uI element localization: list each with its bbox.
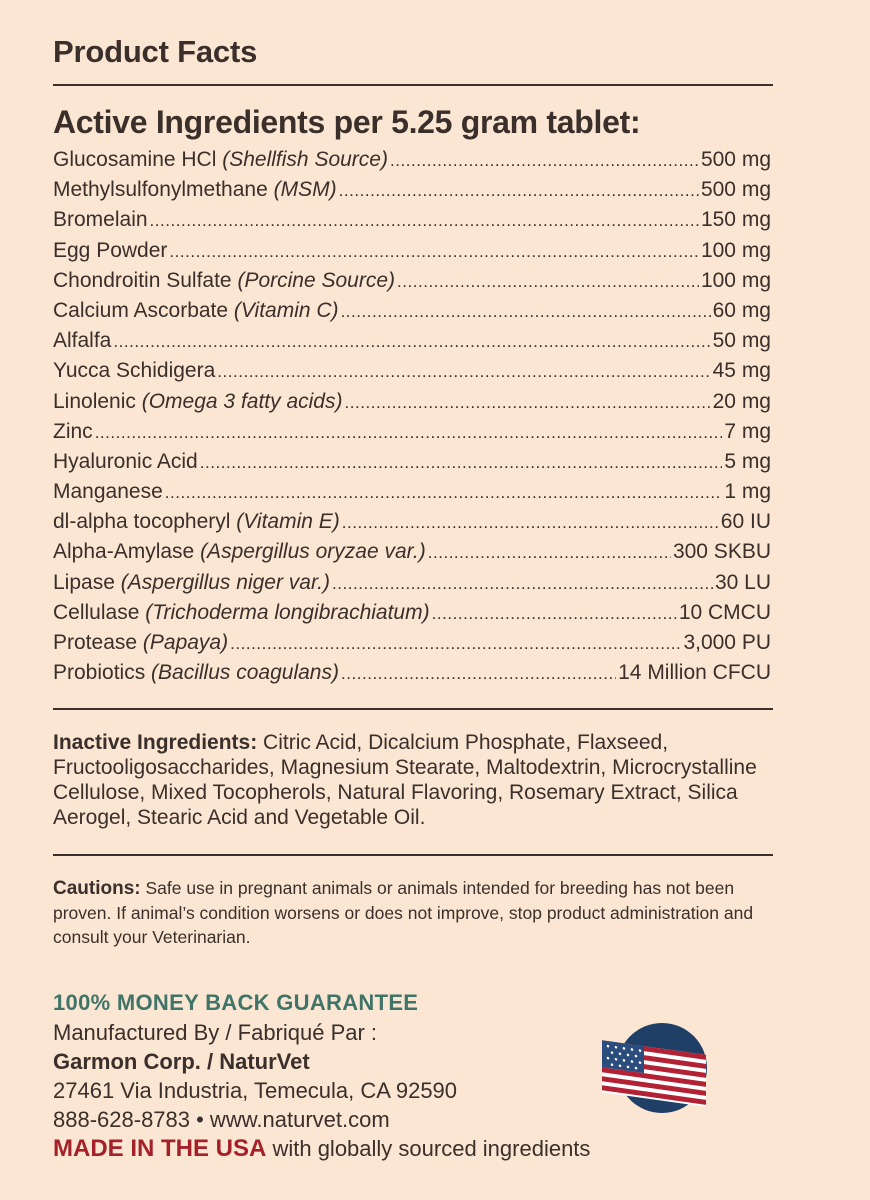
- ingredient-name-text: Protease: [53, 631, 143, 654]
- dot-leader: [341, 296, 711, 327]
- dot-leader: [344, 387, 710, 418]
- ingredient-name-text: Glucosamine HCl: [53, 148, 223, 171]
- dot-leader: [428, 537, 671, 568]
- cautions-label: Cautions:: [53, 878, 141, 899]
- ingredient-name-text: Calcium Ascorbate: [53, 298, 234, 322]
- ingredient-name-text: Chondroitin Sulfate: [53, 268, 238, 292]
- address: 27461 Via Industria, Temecula, CA 92590: [53, 1078, 458, 1103]
- ingredient-amount: 3,000 PU: [683, 631, 771, 654]
- ingredient-name-text: Probiotics: [53, 661, 152, 685]
- dot-leader: [95, 417, 723, 448]
- ingredient-name-text: Lipase: [53, 570, 121, 594]
- ingredient-name: [53, 266, 395, 296]
- ingredient-row: [53, 266, 771, 296]
- ingredient-name: [53, 537, 426, 567]
- ingredient-name: [53, 205, 148, 235]
- ingredient-note: (Aspergillus niger var.): [120, 570, 331, 594]
- dot-leader: [169, 236, 699, 267]
- dot-leader: [332, 568, 713, 599]
- us-flag-icon: [600, 1022, 712, 1114]
- ingredient-note: (Omega 3 fatty acids): [141, 389, 343, 413]
- inactive-text: Citric Acid, Dicalcium Phosphate, Flaxseed, Fructooligosaccharides, Magnesium Stearate, Maltodextrin, Microcrystalline Cellulose, Mixed Tocopherols, Natural Flavoring, Rosemary Extract, Silica Aerogel, Stearic Acid and Vegetable Oil.: [53, 731, 757, 829]
- ingredient-note: (Porcine Source): [237, 268, 396, 292]
- ingredient-row: [53, 447, 771, 477]
- ingredient-note: (Vitamin E): [236, 510, 340, 534]
- page-title: Product Facts: [53, 34, 258, 69]
- ingredient-name-text: Cellulase: [53, 600, 146, 624]
- ingredient-name-text: Zinc: [53, 419, 93, 443]
- ingredient-name: [53, 658, 339, 688]
- ingredient-row: [53, 598, 771, 628]
- ingredient-note: (Bacillus coagulans): [151, 661, 339, 685]
- ingredient-row: [53, 296, 771, 326]
- made-in-usa-text: with globally sourced ingredients: [266, 1136, 591, 1161]
- active-ingredients-heading: Active Ingredients per 5.25 gram tablet:: [53, 104, 641, 140]
- ingredient-note: (MSM): [273, 178, 337, 202]
- manufactured-by: Manufactured By / Fabriqué Par :: [53, 1020, 378, 1045]
- ingredient-row: [53, 326, 771, 356]
- ingredient-row: [53, 537, 771, 567]
- ingredient-name: [53, 175, 337, 205]
- ingredient-amount: 14 Million CFCU: [618, 661, 771, 685]
- divider: [53, 84, 773, 86]
- ingredient-name-text: Yucca Schidigera: [53, 359, 216, 383]
- ingredient-row: [53, 356, 771, 386]
- ingredient-amount: 60 IU: [720, 510, 771, 534]
- ingredient-name: [53, 145, 388, 175]
- ingredient-name: [53, 387, 342, 417]
- ingredient-name-text: Alfalfa: [53, 329, 112, 353]
- dot-leader: [397, 266, 699, 297]
- ingredient-name-text: Manganese: [53, 480, 163, 504]
- ingredient-amount: 30 LU: [714, 570, 771, 594]
- made-in-usa: [53, 1134, 773, 1164]
- dot-leader: [200, 447, 723, 478]
- contact-info: 888-628-8783 • www.naturvet.com: [53, 1107, 390, 1132]
- ingredient-name: [53, 628, 228, 658]
- dot-leader: [390, 145, 699, 176]
- ingredient-row: [53, 236, 771, 266]
- ingredient-amount: 150 mg: [700, 208, 771, 232]
- ingredient-note: (Vitamin C): [233, 298, 339, 322]
- ingredient-amount: 100 mg: [700, 268, 771, 292]
- ingredient-row: [53, 387, 771, 417]
- ingredient-row: [53, 175, 771, 205]
- ingredient-name: [53, 477, 163, 507]
- ingredient-row: [53, 477, 771, 507]
- ingredient-amount: 500 mg: [700, 148, 771, 171]
- ingredient-amount: 45 mg: [712, 359, 771, 383]
- dot-leader: [230, 628, 681, 659]
- ingredient-name-text: Bromelain: [53, 208, 148, 232]
- cautions-text: Safe use in pregnant animals or animals intended for breeding has not been proven. If animal’s condition worsens or does not improve, stop product administration and consult your Veterinarian.: [53, 878, 754, 947]
- ingredient-name-text: Hyaluronic Acid: [53, 449, 198, 473]
- ingredient-amount: 300 SKBU: [672, 540, 771, 564]
- ingredient-amount: 50 mg: [712, 329, 771, 353]
- ingredient-name: [53, 447, 198, 477]
- ingredient-amount: 5 mg: [724, 449, 771, 473]
- divider: [53, 708, 773, 710]
- divider: [53, 854, 773, 856]
- ingredient-name: [53, 507, 340, 537]
- dot-leader: [341, 658, 616, 689]
- ingredient-row: [53, 658, 771, 688]
- made-in-usa-label: MADE IN THE USA: [53, 1135, 267, 1162]
- ingredient-name: [53, 326, 111, 356]
- cautions: [53, 876, 773, 949]
- ingredient-note: (Aspergillus oryzae var.): [200, 540, 426, 564]
- ingredient-name-text: dl-alpha tocopheryl: [53, 510, 237, 534]
- company-name: Garmon Corp. / NaturVet: [53, 1049, 310, 1074]
- ingredient-name: [53, 296, 339, 326]
- guarantee: 100% MONEY BACK GUARANTEE: [53, 990, 419, 1015]
- ingredient-name-text: Alpha-Amylase: [53, 540, 201, 564]
- ingredient-note: (Papaya): [142, 631, 229, 654]
- ingredient-amount: 100 mg: [700, 238, 771, 262]
- dot-leader: [113, 326, 710, 357]
- ingredient-row: [53, 568, 771, 598]
- ingredient-amount: 60 mg: [712, 298, 771, 322]
- ingredient-amount: 500 mg: [700, 178, 771, 202]
- ingredient-name: [53, 598, 430, 628]
- ingredient-note: (Trichoderma longibrachiatum): [145, 600, 430, 624]
- active-ingredients-list: [53, 145, 771, 688]
- dot-leader: [342, 507, 719, 538]
- ingredient-row: [53, 507, 771, 537]
- dot-leader: [217, 356, 710, 387]
- ingredient-row: [53, 145, 771, 175]
- ingredient-amount: 1 mg: [724, 480, 771, 504]
- inactive-label: Inactive Ingredients:: [53, 731, 258, 754]
- ingredient-name: [53, 417, 93, 447]
- ingredient-name-text: Methylsulfonylmethane: [53, 178, 274, 202]
- ingredient-name: [53, 236, 167, 266]
- ingredient-name: [53, 568, 330, 598]
- dot-leader: [432, 598, 677, 629]
- ingredient-note: (Shellfish Source): [222, 148, 388, 171]
- dot-leader: [150, 205, 699, 236]
- ingredient-row: [53, 628, 771, 658]
- ingredient-name: [53, 356, 215, 386]
- inactive-ingredients: [53, 730, 773, 830]
- ingredient-row: [53, 205, 771, 235]
- ingredient-name-text: Linolenic: [53, 389, 142, 413]
- ingredient-amount: 10 CMCU: [678, 600, 771, 624]
- dot-leader: [339, 175, 699, 206]
- dot-leader: [165, 477, 723, 508]
- ingredient-row: [53, 417, 771, 447]
- ingredient-amount: 20 mg: [712, 389, 771, 413]
- ingredient-name-text: Egg Powder: [53, 238, 168, 262]
- ingredient-amount: 7 mg: [724, 419, 771, 443]
